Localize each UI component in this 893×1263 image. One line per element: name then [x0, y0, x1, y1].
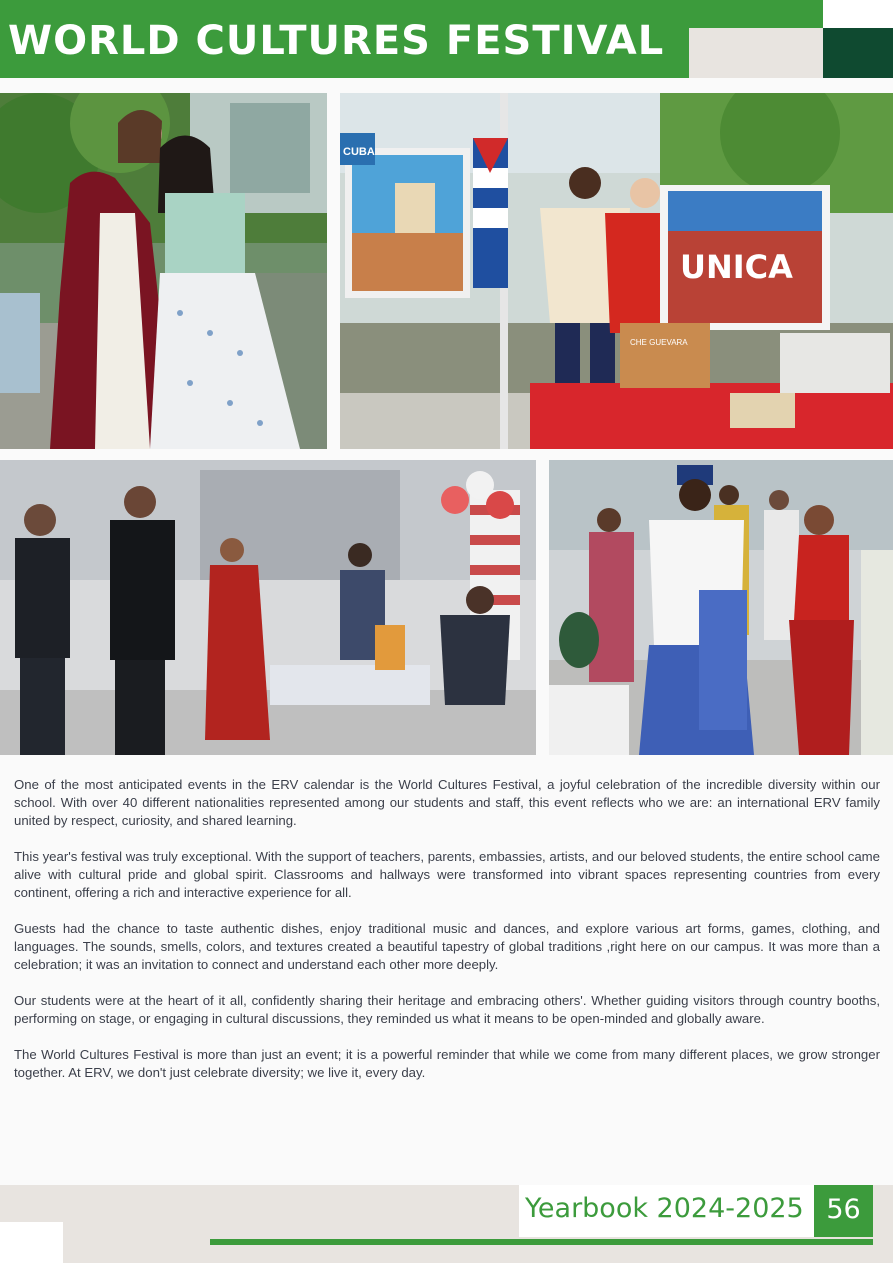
che-guevara-book-text: CHE GUEVARA [630, 338, 688, 347]
title-bar [0, 0, 689, 78]
photo-two-students [0, 93, 327, 449]
article-paragraph: One of the most anticipated events in the ERV calendar is the World Cultures Festival, a joyful celebration of the incredible diversity within our school. With over 40 different nationalities represented among our students and staff, this event reflects who we are: an international ERV family united by respect, curiosity, and shared learning. [14, 777, 880, 828]
page-title: WORLD CULTURES FESTIVAL [8, 18, 665, 64]
yearbook-label-text: Yearbook 2024-2025 [525, 1193, 804, 1224]
article-paragraph: Our students were at the heart of it all, confidently sharing their heritage and embracing others'. Whether guiding visitors through country booths, performing on stage, or engaging in cultural discussions, they reminded us what it means to be open-minded and globally aware. [14, 993, 880, 1026]
article-paragraph: The World Cultures Festival is more than just an event; it is a powerful reminder that while we come from many different places, we grow stronger together. At ERV, we don't just celebrate diversity; we live it, every day. [14, 1047, 880, 1080]
photo-cuba-booth [340, 93, 893, 449]
page-number: 56 [826, 1194, 861, 1225]
article-body [14, 776, 880, 1100]
footer-rule [210, 1239, 873, 1245]
photo-festival-crowd [0, 460, 536, 755]
header-accent-white [823, 0, 893, 28]
photo-traditional-attire [549, 460, 893, 755]
article-paragraph: This year's festival was truly exceptional. With the support of teachers, parents, embassies, artists, and our beloved students, the entire school came alive with cultural pride and global spirit. Classrooms and hallways were transformed into vibrant spaces representing countries from every continent, offering a rich and interactive experience for all. [14, 849, 880, 900]
yearbook-label [519, 1185, 814, 1237]
unica-banner-text: UNICA [680, 248, 793, 286]
article-paragraph: Guests had the chance to taste authentic dishes, enjoy traditional music and dances, and explore various art forms, games, clothing, and languages. The sounds, smells, colors, and textures created a beautiful tapestry of global traditions ,right here on our campus. It was more than a celebration; it was an invitation to connect and understand each other more deeply. [14, 921, 880, 972]
cuba-sign-text: CUBA [343, 146, 375, 158]
header-accent-beige [689, 28, 823, 78]
header-accent-dark-green [823, 28, 893, 78]
header-accent-green [689, 0, 823, 28]
page-number-box [814, 1185, 873, 1237]
footer-accent-white [0, 1222, 63, 1263]
